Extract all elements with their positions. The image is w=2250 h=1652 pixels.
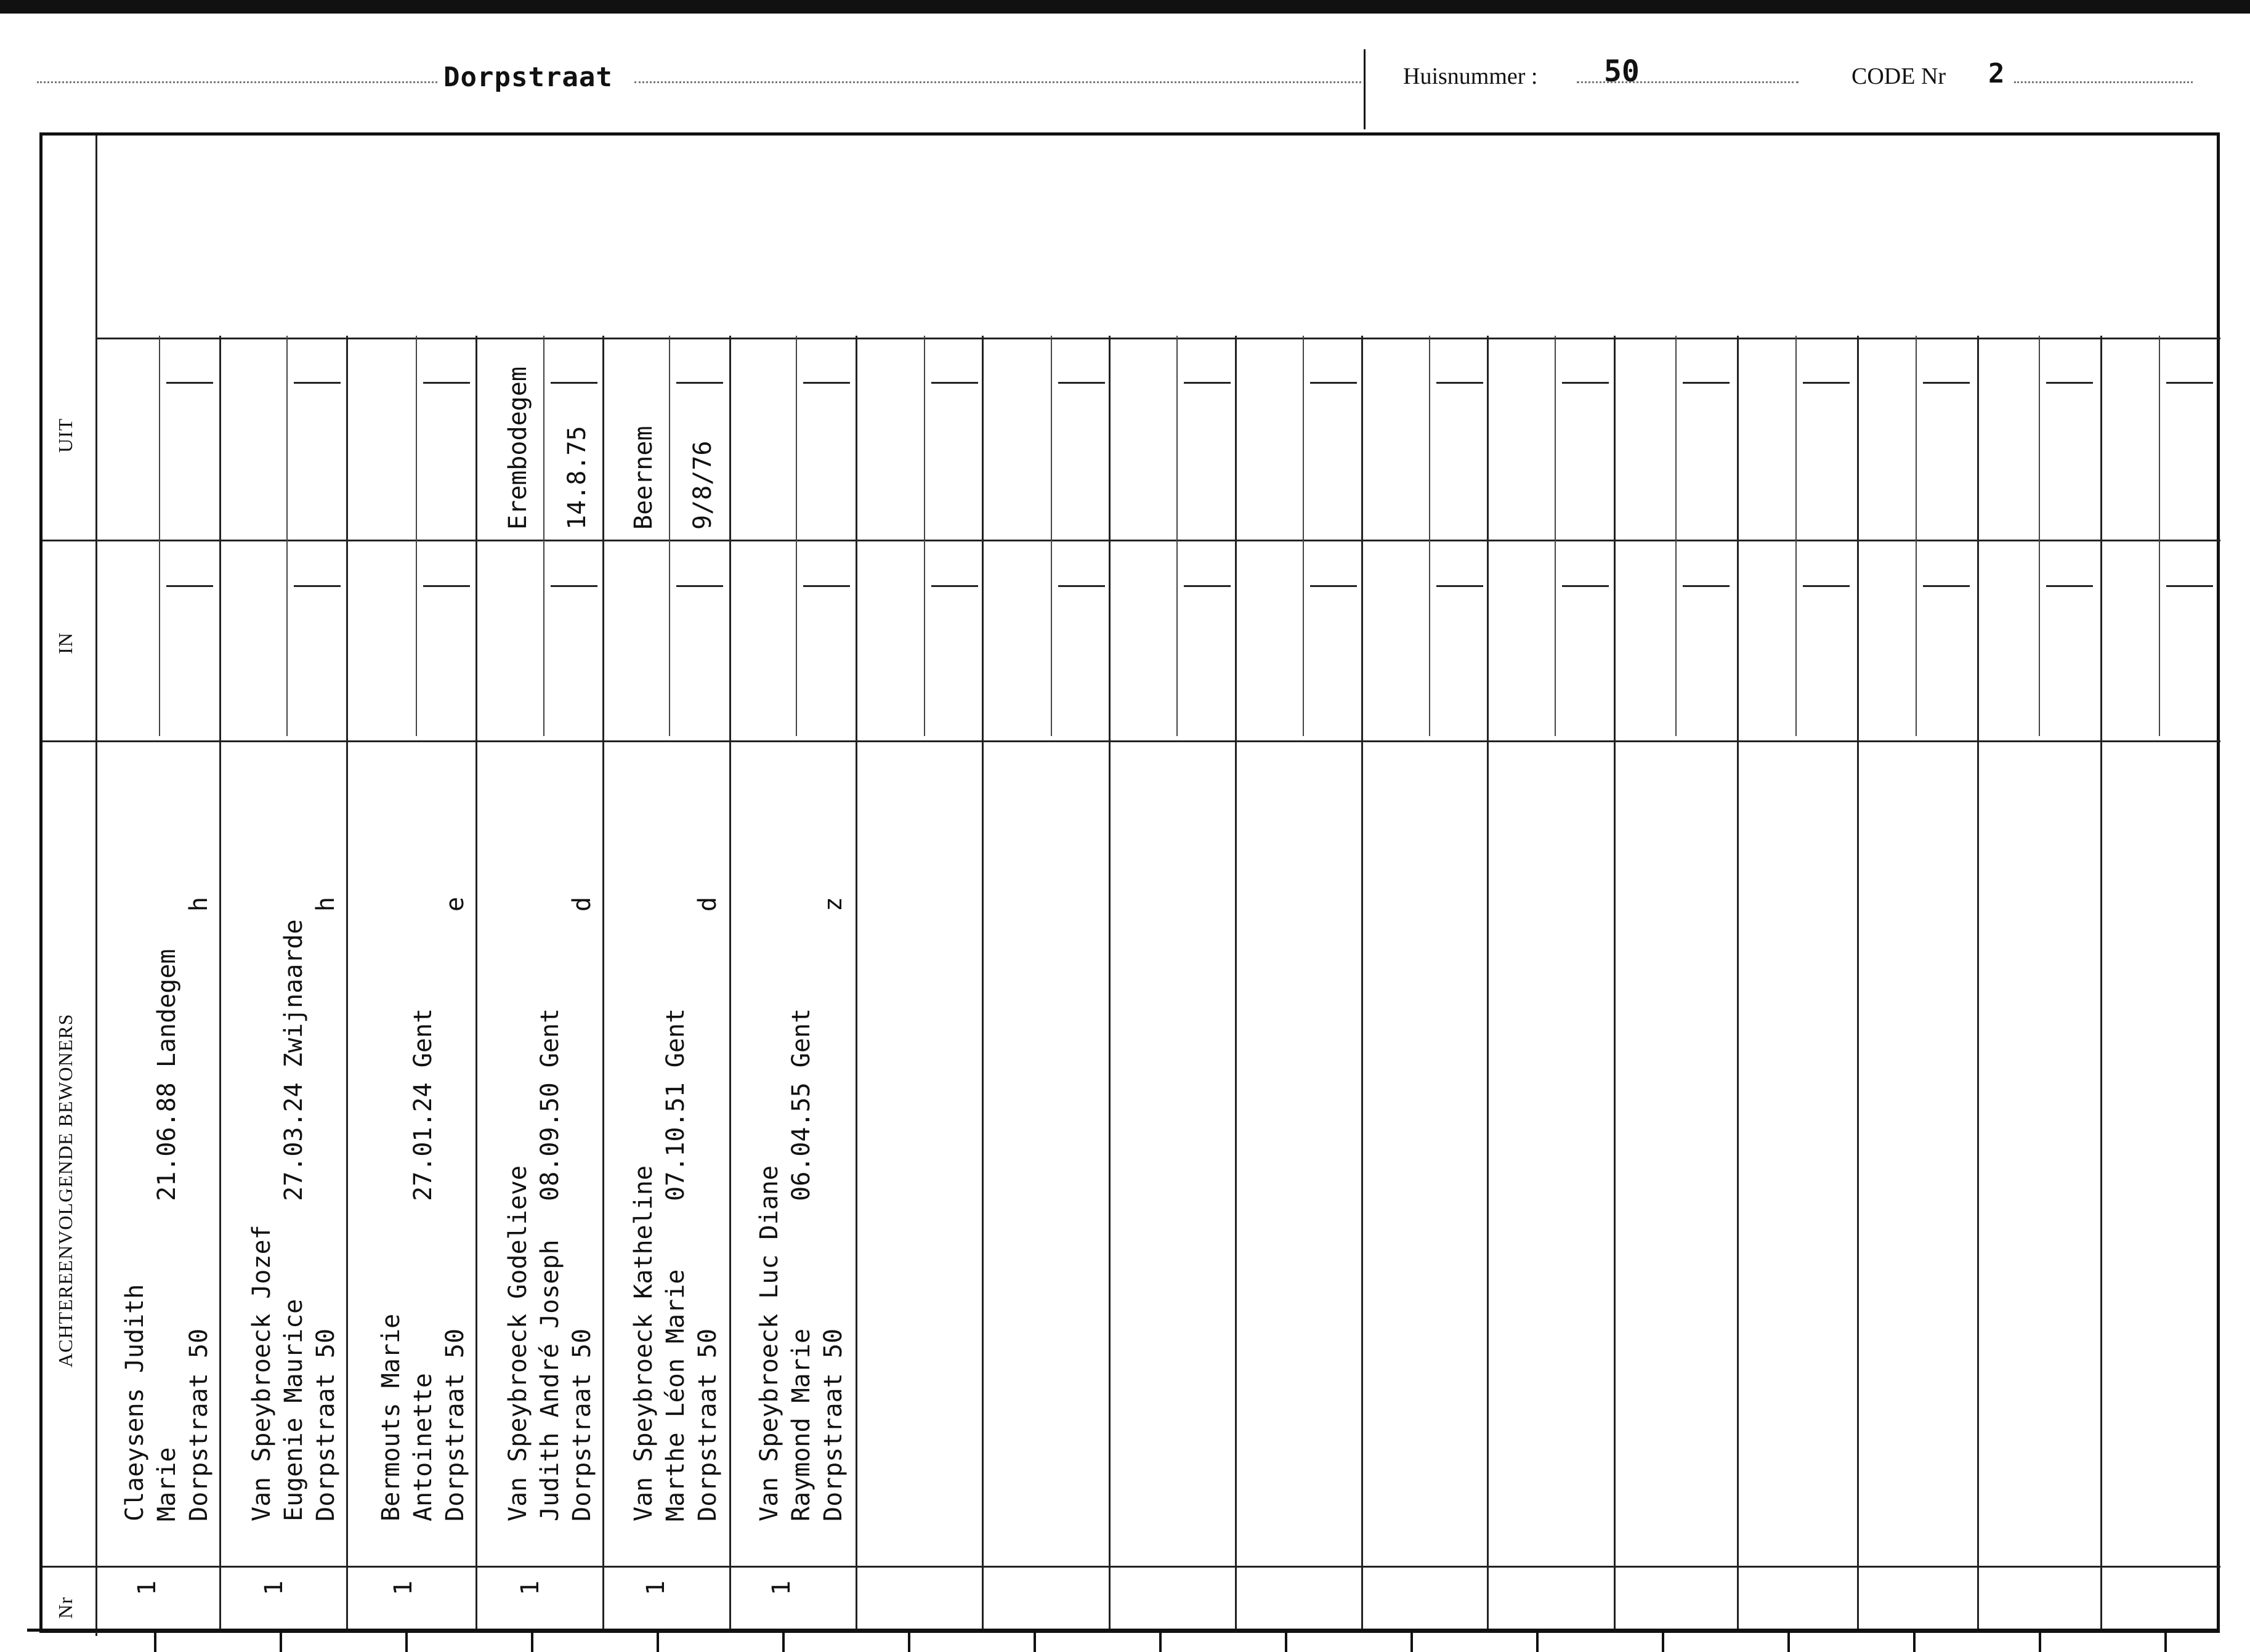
resident-address: Dorpstraat 50 [568, 1328, 596, 1521]
street-name: Dorpstraat [443, 62, 613, 93]
in-top-line [42, 540, 2220, 541]
resident-name-line2: Antoinette [409, 1373, 437, 1521]
residents-top-line [42, 740, 2220, 742]
empty-date-dash [294, 382, 341, 384]
house-number-label: Huisnummer : [1403, 63, 1538, 89]
empty-date-dash [2166, 585, 2213, 587]
column-line [982, 336, 984, 1632]
bottom-tick [154, 1632, 156, 1652]
resident-birth: 07.10.51 Gent [662, 1008, 690, 1201]
empty-date-dash [423, 585, 470, 587]
empty-date-dash [2046, 382, 2093, 384]
sub-column-line [796, 336, 797, 736]
nr-top-line [42, 1566, 2220, 1568]
resident-birth: 27.01.24 Gent [409, 1008, 437, 1201]
house-number-dotted-line [1577, 81, 1799, 83]
empty-date-dash [1562, 382, 1609, 384]
bottom-tick [1913, 1632, 1916, 1652]
street-dotted-line [37, 81, 437, 83]
empty-date-dash [1184, 585, 1231, 587]
sub-column-line [1051, 336, 1052, 736]
resident-out-date: 14.8.75 [563, 426, 591, 530]
sub-column-line [1795, 336, 1797, 736]
resident-name: Van Speybroeck Godelieve [504, 1165, 532, 1521]
bottom-tick [1662, 1632, 1664, 1652]
bottom-tick [1159, 1632, 1162, 1652]
resident-out-place: Beernem [629, 426, 658, 530]
column-line [1235, 336, 1237, 1632]
resident-out-date: 9/8/76 [689, 440, 717, 530]
sub-column-line [1916, 336, 1917, 736]
out-column-label: UIT [54, 418, 76, 453]
sub-column-line [286, 336, 288, 736]
house-number-value: 50 [1604, 54, 1640, 89]
resident-address: Dorpstraat 50 [694, 1328, 722, 1521]
resident-name-line2: Marie [153, 1447, 181, 1521]
top-edge-bar [0, 0, 2250, 14]
resident-out-place: Erembodegem [504, 366, 532, 530]
bottom-tick [1285, 1632, 1287, 1652]
bottom-tick [908, 1632, 910, 1652]
resident-name-line2: Judith André Joseph [536, 1239, 564, 1521]
column-line [856, 336, 857, 1632]
empty-date-dash [803, 382, 850, 384]
sub-column-line [1675, 336, 1677, 736]
bottom-tick [2164, 1632, 2167, 1652]
sub-column-line [543, 336, 544, 736]
empty-date-dash [1923, 585, 1970, 587]
empty-date-dash [1562, 585, 1609, 587]
column-line [2100, 336, 2102, 1632]
bottom-edge [27, 1629, 2220, 1632]
resident-address: Dorpstraat 50 [312, 1328, 340, 1521]
column-line [602, 336, 604, 1632]
empty-date-dash [1803, 382, 1850, 384]
sub-column-line [924, 336, 925, 736]
empty-date-dash [1058, 585, 1105, 587]
bottom-tick [1787, 1632, 1790, 1652]
resident-birth: 21.06.88 Landegem [153, 949, 181, 1201]
sub-column-line [1176, 336, 1178, 736]
resident-name-line2: Marthe Léon Marie [662, 1269, 690, 1521]
column-line [1614, 336, 1616, 1632]
column-line [219, 336, 221, 1632]
resident-address: Dorpstraat 50 [441, 1328, 469, 1521]
column-line [1109, 336, 1111, 1632]
residents-column-label: ACHTEREENVOLGENDE BEWONERS [54, 1013, 76, 1367]
label-column-divider [95, 136, 97, 1636]
bottom-tick [2039, 1632, 2041, 1652]
header-separator [1364, 49, 1366, 129]
sub-column-line [416, 336, 417, 736]
resident-name: Van Speybroeck Luc Diane [755, 1165, 783, 1521]
empty-date-dash [551, 585, 597, 587]
column-line [1857, 336, 1859, 1632]
empty-date-dash [423, 382, 470, 384]
sub-column-line [2159, 336, 2160, 736]
resident-nr: 1 [260, 1580, 288, 1595]
empty-date-dash [1310, 382, 1357, 384]
column-line [1487, 336, 1489, 1632]
resident-name-line2: Eugenie Maurice [280, 1298, 308, 1521]
bottom-tick [280, 1632, 282, 1652]
column-line [346, 336, 348, 1632]
column-line [729, 336, 731, 1632]
resident-nr: 1 [133, 1580, 161, 1595]
resident-name: Van Speybroeck Katheline [629, 1165, 658, 1521]
empty-date-dash [2046, 585, 2093, 587]
column-line [1361, 336, 1363, 1632]
bottom-tick [1536, 1632, 1539, 1652]
empty-date-dash [1058, 382, 1105, 384]
resident-nr: 1 [516, 1580, 544, 1595]
resident-birth: 06.04.55 Gent [787, 1008, 815, 1201]
resident-name-line2: Raymond Marie [787, 1328, 815, 1521]
resident-address: Dorpstraat 50 [819, 1328, 848, 1521]
empty-date-dash [2166, 382, 2213, 384]
column-line [1737, 336, 1739, 1632]
code-value: 2 [1988, 58, 2005, 89]
resident-code: d [694, 896, 722, 912]
column-line [1977, 336, 1979, 1632]
resident-nr: 1 [642, 1580, 670, 1595]
sub-column-line [1303, 336, 1304, 736]
resident-birth: 08.09.50 Gent [536, 1008, 564, 1201]
in-column-label: IN [54, 632, 76, 654]
empty-date-dash [676, 585, 723, 587]
resident-code: h [312, 896, 340, 912]
resident-code: e [441, 896, 469, 912]
resident-address: Dorpstraat 50 [185, 1328, 213, 1521]
sub-column-line [669, 336, 670, 736]
register-table [39, 132, 2220, 1633]
empty-date-dash [931, 382, 978, 384]
empty-date-dash [1683, 382, 1730, 384]
resident-name: Claeysens Judith [121, 1284, 149, 1521]
bottom-tick [657, 1632, 659, 1652]
nr-column-label: Nr [54, 1597, 76, 1619]
street-dotted-line-2 [634, 81, 1361, 83]
empty-date-dash [1436, 382, 1483, 384]
bottom-tick [531, 1632, 533, 1652]
empty-date-dash [1436, 585, 1483, 587]
empty-date-dash [1310, 585, 1357, 587]
empty-date-dash [166, 585, 213, 587]
resident-code: h [185, 896, 213, 912]
resident-name: Bermouts Marie [377, 1313, 405, 1521]
empty-date-dash [1923, 382, 1970, 384]
empty-date-dash [551, 382, 597, 384]
uit-top-line [95, 338, 2220, 339]
empty-date-dash [1683, 585, 1730, 587]
bottom-tick [1034, 1632, 1036, 1652]
sub-column-line [2039, 336, 2040, 736]
resident-nr: 1 [389, 1580, 418, 1595]
resident-code: d [568, 896, 596, 912]
empty-date-dash [803, 585, 850, 587]
empty-date-dash [1803, 585, 1850, 587]
empty-date-dash [294, 585, 341, 587]
resident-code: z [819, 896, 848, 912]
column-line [475, 336, 477, 1632]
resident-birth: 27.03.24 Zwijnaarde [280, 919, 308, 1201]
code-label: CODE Nr [1851, 63, 1946, 89]
bottom-tick [782, 1632, 785, 1652]
bottom-tick [1410, 1632, 1413, 1652]
resident-nr: 1 [767, 1580, 796, 1595]
empty-date-dash [166, 382, 213, 384]
resident-name: Van Speybroeck Jozef [248, 1225, 276, 1521]
empty-date-dash [676, 382, 723, 384]
sub-column-line [1429, 336, 1430, 736]
empty-date-dash [931, 585, 978, 587]
empty-date-dash [1184, 382, 1231, 384]
sub-column-line [159, 336, 160, 736]
sub-column-line [1555, 336, 1556, 736]
bottom-tick [405, 1632, 408, 1652]
code-dotted-line [2014, 81, 2193, 83]
